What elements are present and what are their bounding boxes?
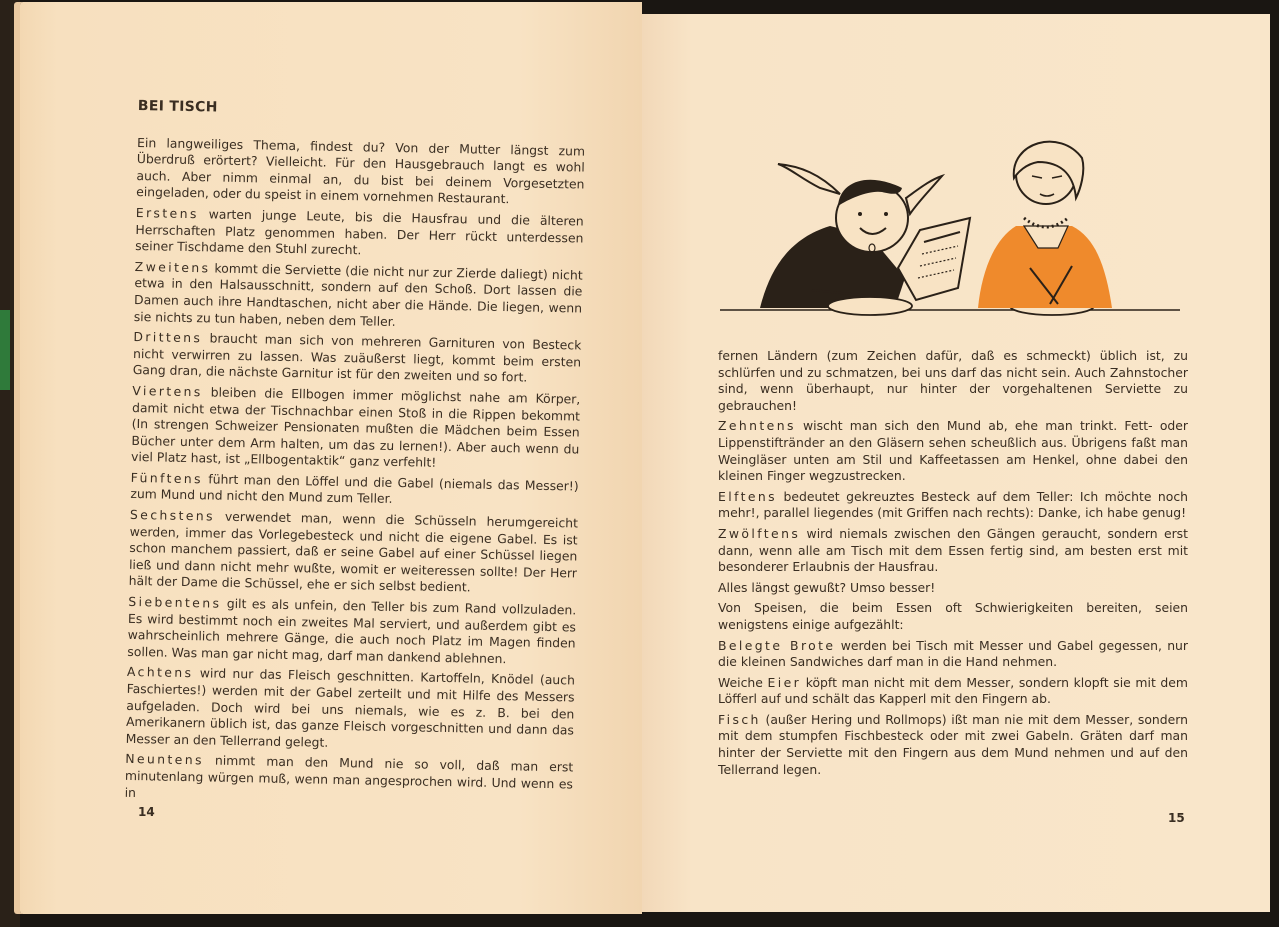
paragraph xyxy=(125,751,574,809)
paragraph xyxy=(718,348,1188,414)
paragraph xyxy=(718,712,1188,778)
left-paragraphs xyxy=(125,135,586,810)
paragraph xyxy=(718,489,1188,522)
paragraph-text: Ein langweiliges Thema, findest du? Von der Mutter längst zum Überdruß erörtert? Vielleicht. Für den Hausgebrauch langt es wohl auch. Aber nimm einmal an, du bist bei deinem Vorgesetzten eingeladen, oder du speist in einem vornehmen Restaurant. xyxy=(136,134,586,207)
paragraph-lead-word: Elftens xyxy=(718,488,778,504)
plate-left-icon xyxy=(828,297,912,315)
page-number-right: 15 xyxy=(1168,811,1185,825)
paragraph-text: wischt man sich den Mund ab, ehe man trinkt. Fett- oder Lippenstiftränder an den Gläsern sehen scheußlich aus. Übrigens faßt man Weingläser unten am Stil und Kaffeetassen am Henkel, ohne dabei den kleinen Finger wegzustrecken. xyxy=(718,418,1188,484)
paragraph-lead-word: Erstens xyxy=(135,204,199,222)
page-number-left: 14 xyxy=(138,805,155,819)
page-heading: BEI TISCH xyxy=(137,98,218,116)
paragraph xyxy=(136,135,585,210)
left-page xyxy=(20,2,642,914)
left-text-block xyxy=(125,98,586,810)
paragraph xyxy=(718,418,1188,484)
paragraph-lead-word: Neuntens xyxy=(125,751,205,768)
paragraph-lead-word: Zehntens xyxy=(718,418,796,434)
bookmark-ribbon xyxy=(0,310,12,390)
paragraph xyxy=(126,664,576,756)
paragraph-lead-word: Zwölftens xyxy=(718,525,801,541)
paragraph-text: (außer Hering und Rollmops) ißt man nie mit dem Messer, sondern mit dem stumpfen Fischbesteck oder mit zwei Gabeln. Gräten darf man hinter der Serviette mit den Fingern aus dem Mund nehmen und auf den Tellerrand legen. xyxy=(718,711,1188,777)
paragraph-text: Von Speisen, die beim Essen oft Schwierigkeiten bereiten, seien wenigstens einige aufgezählt: xyxy=(718,600,1188,632)
paragraph-lead-word: Viertens xyxy=(132,382,203,400)
paragraph-lead-word: Eier xyxy=(767,674,802,690)
paragraph-text: werden bei Tisch mit Messer und Gabel gegessen, nur die kleinen Sandwiches darf man in die Hand nehmen. xyxy=(718,637,1188,670)
paragraph xyxy=(718,675,1188,708)
paragraph-text: Alles längst gewußt? Umso besser! xyxy=(718,579,936,595)
paragraph-text: bedeutet gekreuztes Besteck auf dem Teller: Ich möchte noch mehr!, parallel liegendes (mit Griffen nach rechts): Danke, ich habe genug! xyxy=(718,488,1188,521)
paragraph-text: bleiben die Ellbogen immer möglichst nahe am Körper, damit nicht etwa der Tischnachbar einen Stoß in die Rippen bekommt (In strengen Schweizer Pensionaten mußten die Mädchen beim Essen Bücher unter dem Arm halten, um das zu lernen!). Aber auch wenn du viel Platz hast, ist „Ellbogentaktik“ ganz verfehlt! xyxy=(130,384,581,471)
paragraph xyxy=(718,580,1188,597)
dining-illustration xyxy=(720,118,1180,328)
paragraph-text: köpft man nicht mit dem Messer, sondern klopft sie mit dem Löfferl auf und schält das Kapperl mit den Fingern ab. xyxy=(718,674,1188,707)
woman-figure-icon xyxy=(978,142,1112,308)
book-edge xyxy=(0,0,20,927)
right-text-block xyxy=(718,348,1188,782)
paragraph-lead-word: Fünftens xyxy=(130,469,204,487)
paragraph-text: warten junge Leute, bis die Hausfrau und die älteren Herrschaften Platz genommen haben. Der Herr rückt unterdessen seiner Tischdame den Stuhl zurecht. xyxy=(135,206,584,258)
paragraph-lead-word: Drittens xyxy=(133,329,203,346)
paragraph xyxy=(135,205,584,263)
paragraph xyxy=(129,507,579,599)
newspaper-icon xyxy=(898,218,970,300)
paragraph xyxy=(127,594,576,669)
paragraph-text: braucht man sich von mehreren Garnituren von Besteck nicht verwirren zu lassen. Was zuäußerst liegt, kommt beim ersten Gang dran, die nächste Garnitur ist für den zweiten und so fort. xyxy=(132,330,582,385)
paragraph-text: fernen Ländern (zum Zeichen dafür, daß es schmeckt) üblich ist, zu schlürfen und zu schmatzen, bei uns darf das nicht sein. Auch Zahnstocher sind, wenn überhaupt, nur hinter der vorgehaltenen Serviette zu gebrauchen! xyxy=(718,348,1188,413)
paragraph xyxy=(131,383,581,475)
paragraph-lead-word: Zweitens xyxy=(134,258,211,276)
paragraph xyxy=(134,259,583,334)
paragraph-text: wird nur das Fleisch geschnitten. Kartoffeln, Knödel (auch Faschiertes!) werden mit der Gabel zerteilt und mit Hilfe des Messers aufgeladen. Doch wird bei uns niemals, wie es z. B. bei den Amerikanern üblich ist, das ganze Fleisch vorgeschnitten und dann das Messer an den Tellerrand gelegt. xyxy=(125,665,576,750)
right-page xyxy=(642,14,1270,912)
paragraph-text: verwendet man, wenn die Schüsseln herumgereicht werden, immer das Vorlegebesteck und nicht die eigene Gabel. Es ist schon manchem passiert, daß er seine Gabel auf einer Schüssel liegen ließ und dann nicht mehr wußte, womit er weiteressen sollte! Der Herr hält der Dame die Schüssel, ehe er sich selbst bedient. xyxy=(128,508,579,595)
paragraph-lead-word: Belegte Brote xyxy=(718,637,836,653)
paragraph-lead-word: Fisch xyxy=(718,711,761,727)
paragraph-text: führt man den Löffel und die Gabel (niemals das Messer!) zum Mund und nicht den Mund zum Teller. xyxy=(130,471,579,507)
paragraph-prefix: Weiche xyxy=(718,674,768,690)
paragraph xyxy=(133,329,582,387)
paragraph-text: nimmt man den Mund nie so voll, daß man erst minutenlang würgen muß, wenn man angesprochen wird. Und wenn es in xyxy=(124,752,574,800)
paragraph xyxy=(718,526,1188,576)
paragraph-lead-word: Sechstens xyxy=(129,506,216,524)
paragraph-text: kommt die Serviette (die nicht nur zur Zierde daliegt) nicht etwa in den Halsausschnitt, sondern auf den Schoß. Dort lassen die Damen auch ihre Handtaschen, nicht aber die Hände. Die liegen, wenn sie nichts zu tun haben, neben dem Teller. xyxy=(133,260,583,329)
paragraph-lead-word: Achtens xyxy=(126,664,194,681)
paragraph xyxy=(718,600,1188,633)
paragraph-text: gilt es als unfein, den Teller bis zum Rand vollzuladen. Es wird bestimmt noch ein zweites Mal serviert, und außerdem gibt es wahrscheinlich mehrere Gänge, die auch noch Platz im Magen finden sollen. Was man gar nicht mag, darf man dankend ablehnen. xyxy=(127,595,577,666)
paragraph xyxy=(130,470,579,512)
paragraph-lead-word: Siebentens xyxy=(128,593,222,611)
paragraph-text: wird niemals zwischen den Gängen geraucht, sondern erst dann, wenn alle am Tisch mit dem Essen fertig sind, am besten erst mit besonderer Erlaubnis der Hausfrau. xyxy=(718,525,1188,575)
paragraph xyxy=(718,638,1188,671)
